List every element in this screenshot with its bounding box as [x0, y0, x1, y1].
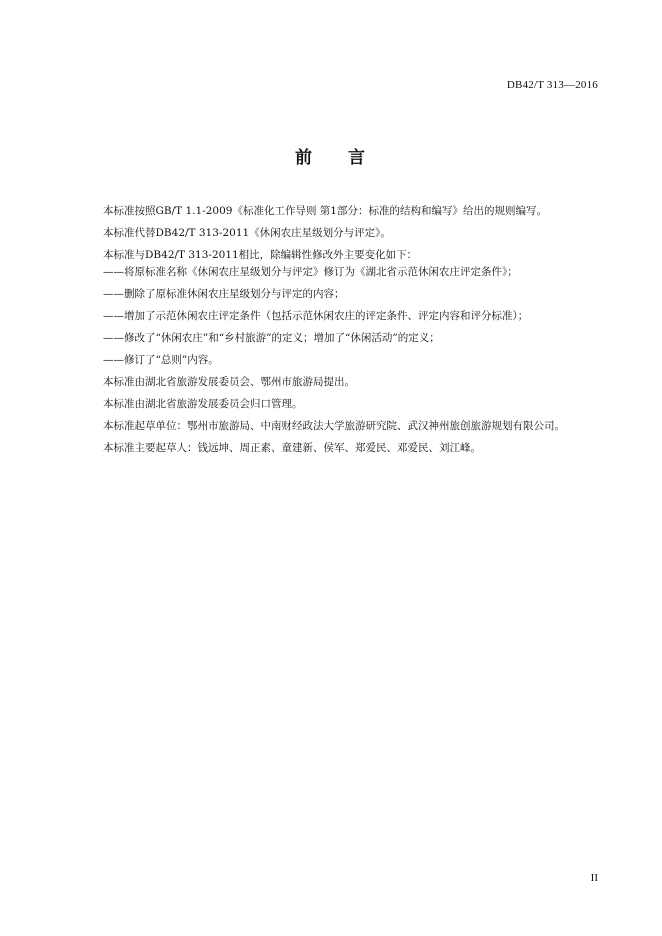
list-item-change: ——增加了示范休闲农庄评定条件（包括示范休闲农庄的评定条件、评定内容和评分标准）； — [103, 310, 529, 322]
title-char-1: 前 — [295, 148, 314, 168]
list-item-change: ——将原标准名称《休闲农庄星级划分与评定》修订为《湖北省示范休闲农庄评定条件》； — [103, 266, 518, 278]
paragraph-drafters: 本标准主要起草人：钱远坤、周正素、童建新、侯军、郑爱民、邓爱民、刘江峰。 — [103, 442, 481, 454]
standard-code-header: DB42/T 313—2016 — [506, 79, 598, 91]
list-item-change: ——修订了“总则”内容。 — [103, 354, 219, 366]
paragraph-changes-intro: 本标准与DB42/T 313-2011相比，除编辑性修改外主要变化如下： — [103, 249, 418, 261]
page-title — [0, 143, 662, 168]
paragraph-administrator: 本标准由湖北省旅游发展委员会归口管理。 — [103, 398, 303, 410]
list-item-change: ——修改了“休闲农庄”和“乡村旅游”的定义；增加了“休闲活动”的定义； — [103, 332, 440, 344]
page-number: II — [590, 872, 598, 884]
paragraph-drafting-rules: 本标准按照GB/T 1.1-2009《标准化工作导则 第1部分：标准的结构和编写》给出的规则编写。 — [103, 205, 547, 217]
paragraph-proposer: 本标准由湖北省旅游发展委员会、鄂州市旅游局提出。 — [103, 376, 355, 388]
title-char-2: 言 — [348, 148, 367, 168]
paragraph-drafting-units: 本标准起草单位：鄂州市旅游局、中南财经政法大学旅游研究院、武汉神州旅创旅游规划有限公司。 — [103, 420, 565, 432]
paragraph-replaces: 本标准代替DB42/T 313-2011《休闲农庄星级划分与评定》。 — [103, 227, 391, 239]
list-item-change: ——删除了原标准休闲农庄星级划分与评定的内容； — [103, 288, 345, 300]
foreword-body — [103, 205, 623, 455]
